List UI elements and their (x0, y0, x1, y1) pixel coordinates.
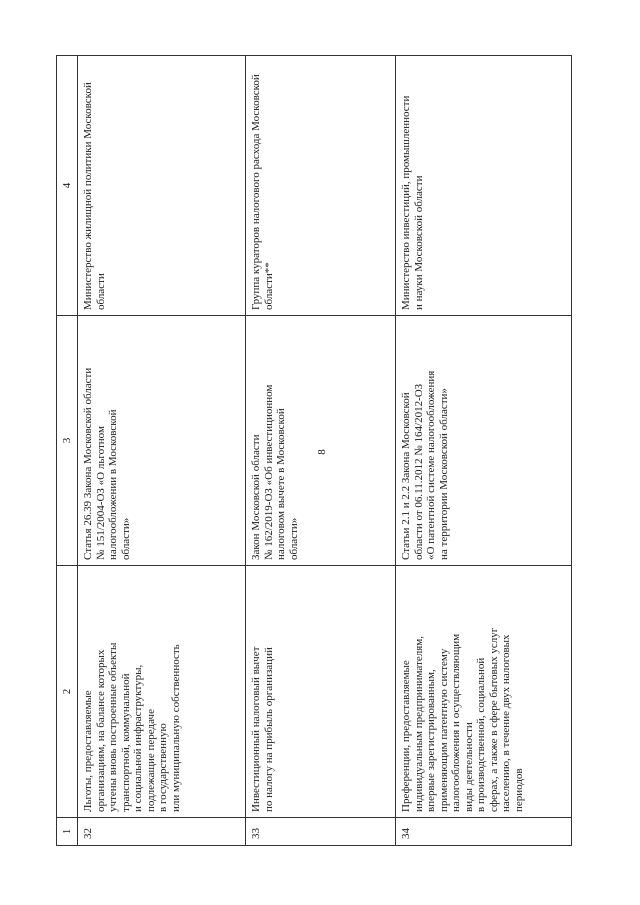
table-row (246, 56, 396, 846)
benefit-description: Льготы, предоставляемые организациям, на балансе которых учтены вновь построенные объекты транспортной, коммунальной и социальной инфраструктуры, подлежащие передаче в государственную или муниципальную собственность (78, 566, 246, 818)
rotated-table-container (56, 56, 572, 846)
header-col-4: 4 (57, 56, 78, 316)
benefit-description: Преференции, предоставляемые индивидуальным предпринимателям, впервые зарегистрированным, применяющим патентную систему налогообложения и осуществляющим виды деятельности в производственной, социальной сферах, а также в сфере бытовых услуг населению, в течение двух налоговых периодов (396, 566, 572, 818)
legal-basis: Закон Московской области № 162/2019-ОЗ «Об инвестиционном налоговом вычете в Московской области» (246, 316, 396, 566)
header-col-3: 3 (57, 316, 78, 566)
header-col-1: 1 (57, 818, 78, 846)
tax-expenditure-table (56, 55, 572, 846)
legal-basis: Статья 26.39 Закона Московской области № 151/2004-ОЗ «О льготном налогообложении в Московской области» (78, 316, 246, 566)
table-header-row (57, 56, 78, 846)
page-number: 8 (316, 449, 328, 455)
legal-basis: Статьи 2.1 и 2.2 Закона Московской области от 06.11.2012 № 164/2012-ОЗ «О патентной системе налогообложения на территории Московской области» (396, 316, 572, 566)
curator: Министерство инвестиций, промышленности и науки Московской области (396, 56, 572, 316)
curator: Группа кураторов налогового расхода Московской области** (246, 56, 396, 316)
header-col-2: 2 (57, 566, 78, 818)
row-number: 34 (396, 818, 572, 846)
benefit-description: Инвестиционный налоговый вычет по налогу на прибыль организаций (246, 566, 396, 818)
curator: Министерство жилищной политики Московской области (78, 56, 246, 316)
table-row (78, 56, 246, 846)
row-number: 33 (246, 818, 396, 846)
row-number: 32 (78, 818, 246, 846)
table-row (396, 56, 572, 846)
